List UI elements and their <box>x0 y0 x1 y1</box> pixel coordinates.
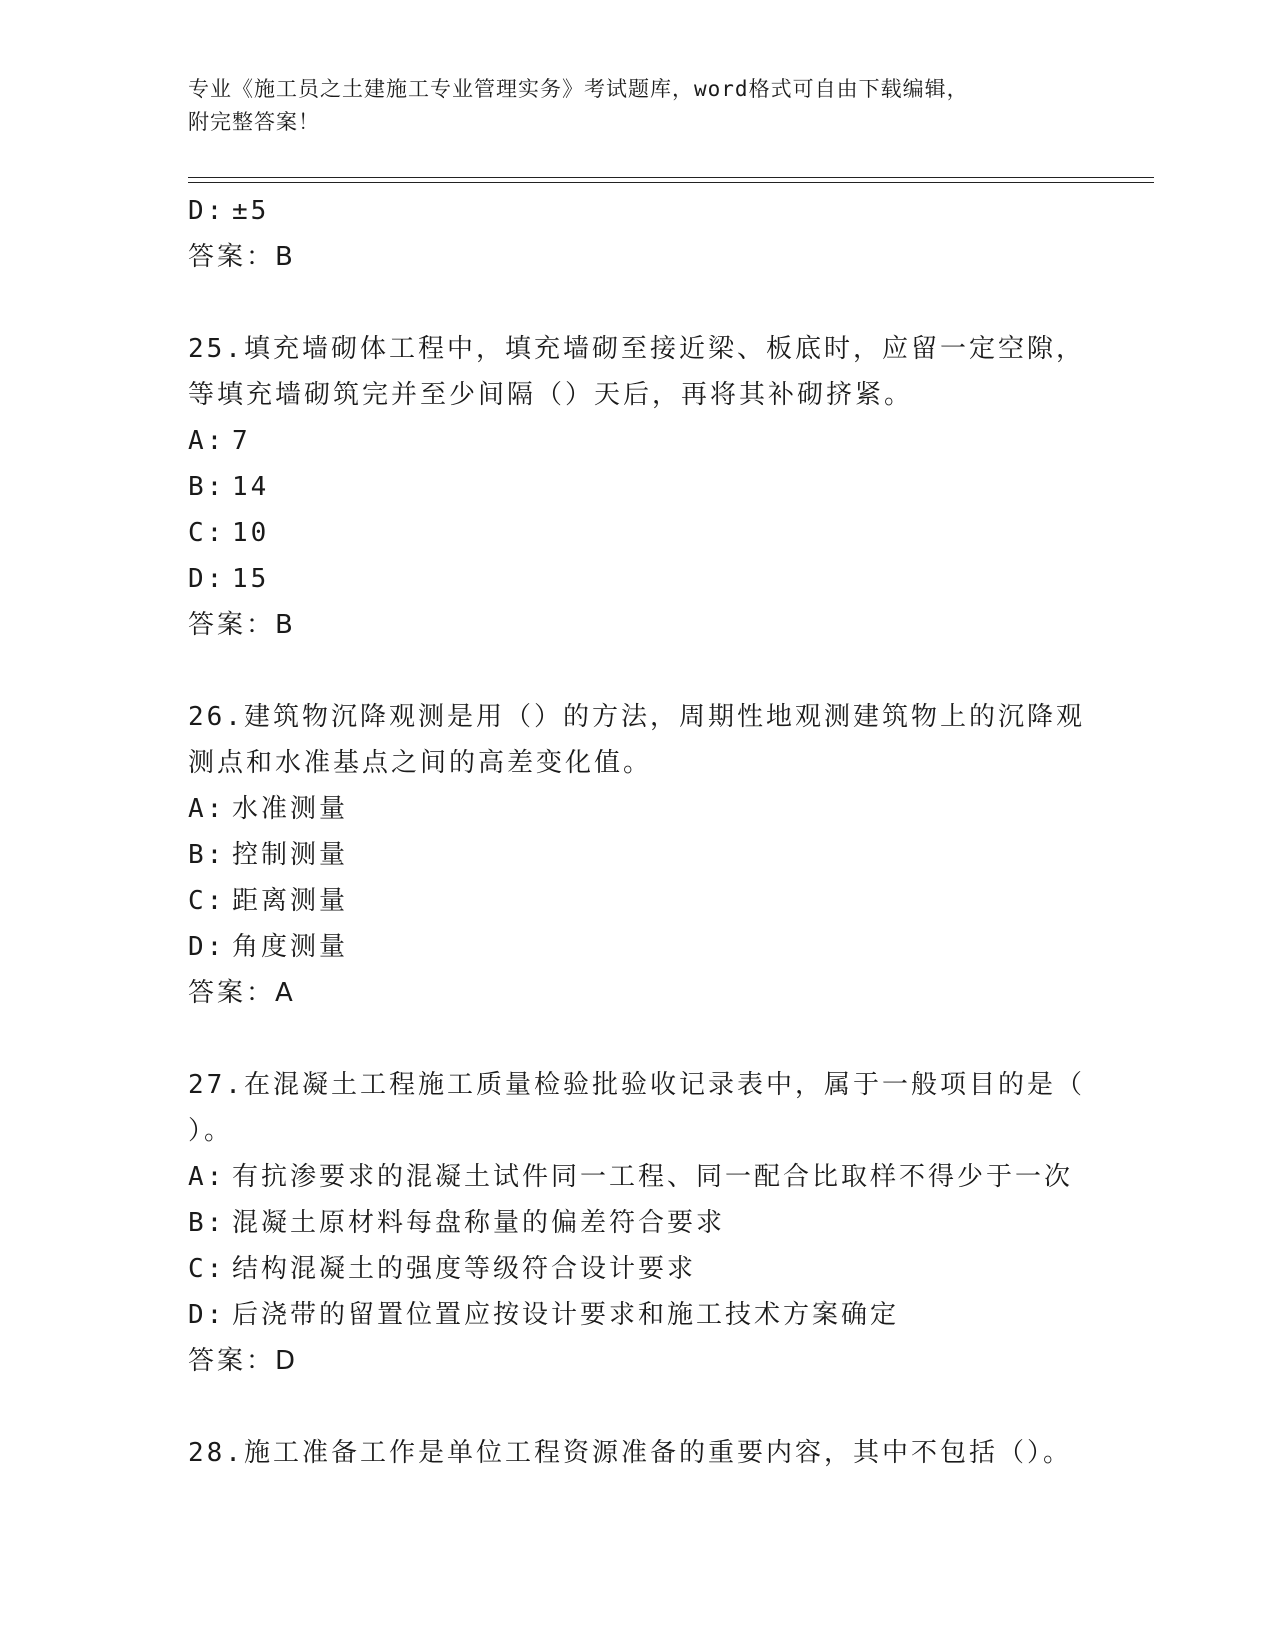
question-stem-line: 等填充墙砌筑完并至少间隔（）天后，再将其补砌挤紧。 <box>188 380 914 410</box>
option-text: ±5 <box>232 196 270 226</box>
option-a <box>188 418 1088 464</box>
option-a <box>188 1154 1088 1200</box>
option-label: A: <box>188 1162 226 1192</box>
option-text: 14 <box>232 472 270 502</box>
option-d <box>188 556 1088 602</box>
option-a <box>188 786 1088 832</box>
spacer <box>188 1384 1088 1430</box>
answer-line: 答案：D <box>188 1346 299 1376</box>
answer-line: 答案：A <box>188 978 296 1008</box>
option-text: 10 <box>232 518 270 548</box>
spacer <box>188 648 1088 694</box>
option-text: 结构混凝土的强度等级符合设计要求 <box>232 1254 697 1284</box>
option-label: A: <box>188 794 226 824</box>
option-d <box>188 188 1088 234</box>
option-label: C: <box>188 1254 226 1284</box>
option-text: 控制测量 <box>232 840 349 870</box>
option-b <box>188 832 1088 878</box>
option-label: B: <box>188 840 226 870</box>
option-label: A: <box>188 426 226 456</box>
option-c <box>188 1246 1088 1292</box>
option-label: D: <box>188 564 226 594</box>
option-text: 后浇带的留置位置应按设计要求和施工技术方案确定 <box>232 1300 900 1330</box>
question-stem-line: 27.在混凝土工程施工质量检验批验收记录表中，属于一般项目的是（ <box>188 1070 1085 1100</box>
question-stem-line: 26.建筑物沉降观测是用（）的方法，周期性地观测建筑物上的沉降观 <box>188 702 1085 732</box>
option-b <box>188 464 1088 510</box>
option-label: C: <box>188 518 226 548</box>
answer-line: 答案：B <box>188 610 296 640</box>
spacer <box>188 280 1088 326</box>
question-stem-line: 28.施工准备工作是单位工程资源准备的重要内容，其中不包括（）。 <box>188 1438 1072 1468</box>
option-text: 7 <box>232 426 251 456</box>
document-header <box>188 73 1088 139</box>
option-d <box>188 1292 1088 1338</box>
option-label: D: <box>188 196 226 226</box>
question-stem-line: 25.填充墙砌体工程中，填充墙砌至接近梁、板底时，应留一定空隙， <box>188 334 1085 364</box>
option-d <box>188 924 1088 970</box>
option-label: B: <box>188 1208 226 1238</box>
option-label: B: <box>188 472 226 502</box>
option-text: 有抗渗要求的混凝土试件同一工程、同一配合比取样不得少于一次 <box>232 1162 1074 1192</box>
option-text: 水准测量 <box>232 794 349 824</box>
option-text: 15 <box>232 564 270 594</box>
question-list <box>188 188 1088 1476</box>
question-stem-line: 测点和水准基点之间的高差变化值。 <box>188 748 653 778</box>
option-c <box>188 878 1088 924</box>
option-c <box>188 510 1088 556</box>
option-text: 角度测量 <box>232 932 349 962</box>
header-line-2: 附完整答案！ <box>188 110 320 134</box>
header-rule-bottom <box>188 182 1154 183</box>
option-label: D: <box>188 1300 226 1330</box>
option-b <box>188 1200 1088 1246</box>
answer-line: 答案：B <box>188 242 296 272</box>
header-rule-top <box>188 177 1154 178</box>
option-text: 混凝土原材料每盘称量的偏差符合要求 <box>232 1208 726 1238</box>
question-stem-line: ）。 <box>188 1116 234 1146</box>
header-line-1: 专业《施工员之土建施工专业管理实务》考试题库，word格式可自由下载编辑， <box>188 77 969 101</box>
spacer <box>188 1016 1088 1062</box>
option-label: D: <box>188 932 226 962</box>
option-label: C: <box>188 886 226 916</box>
option-text: 距离测量 <box>232 886 349 916</box>
